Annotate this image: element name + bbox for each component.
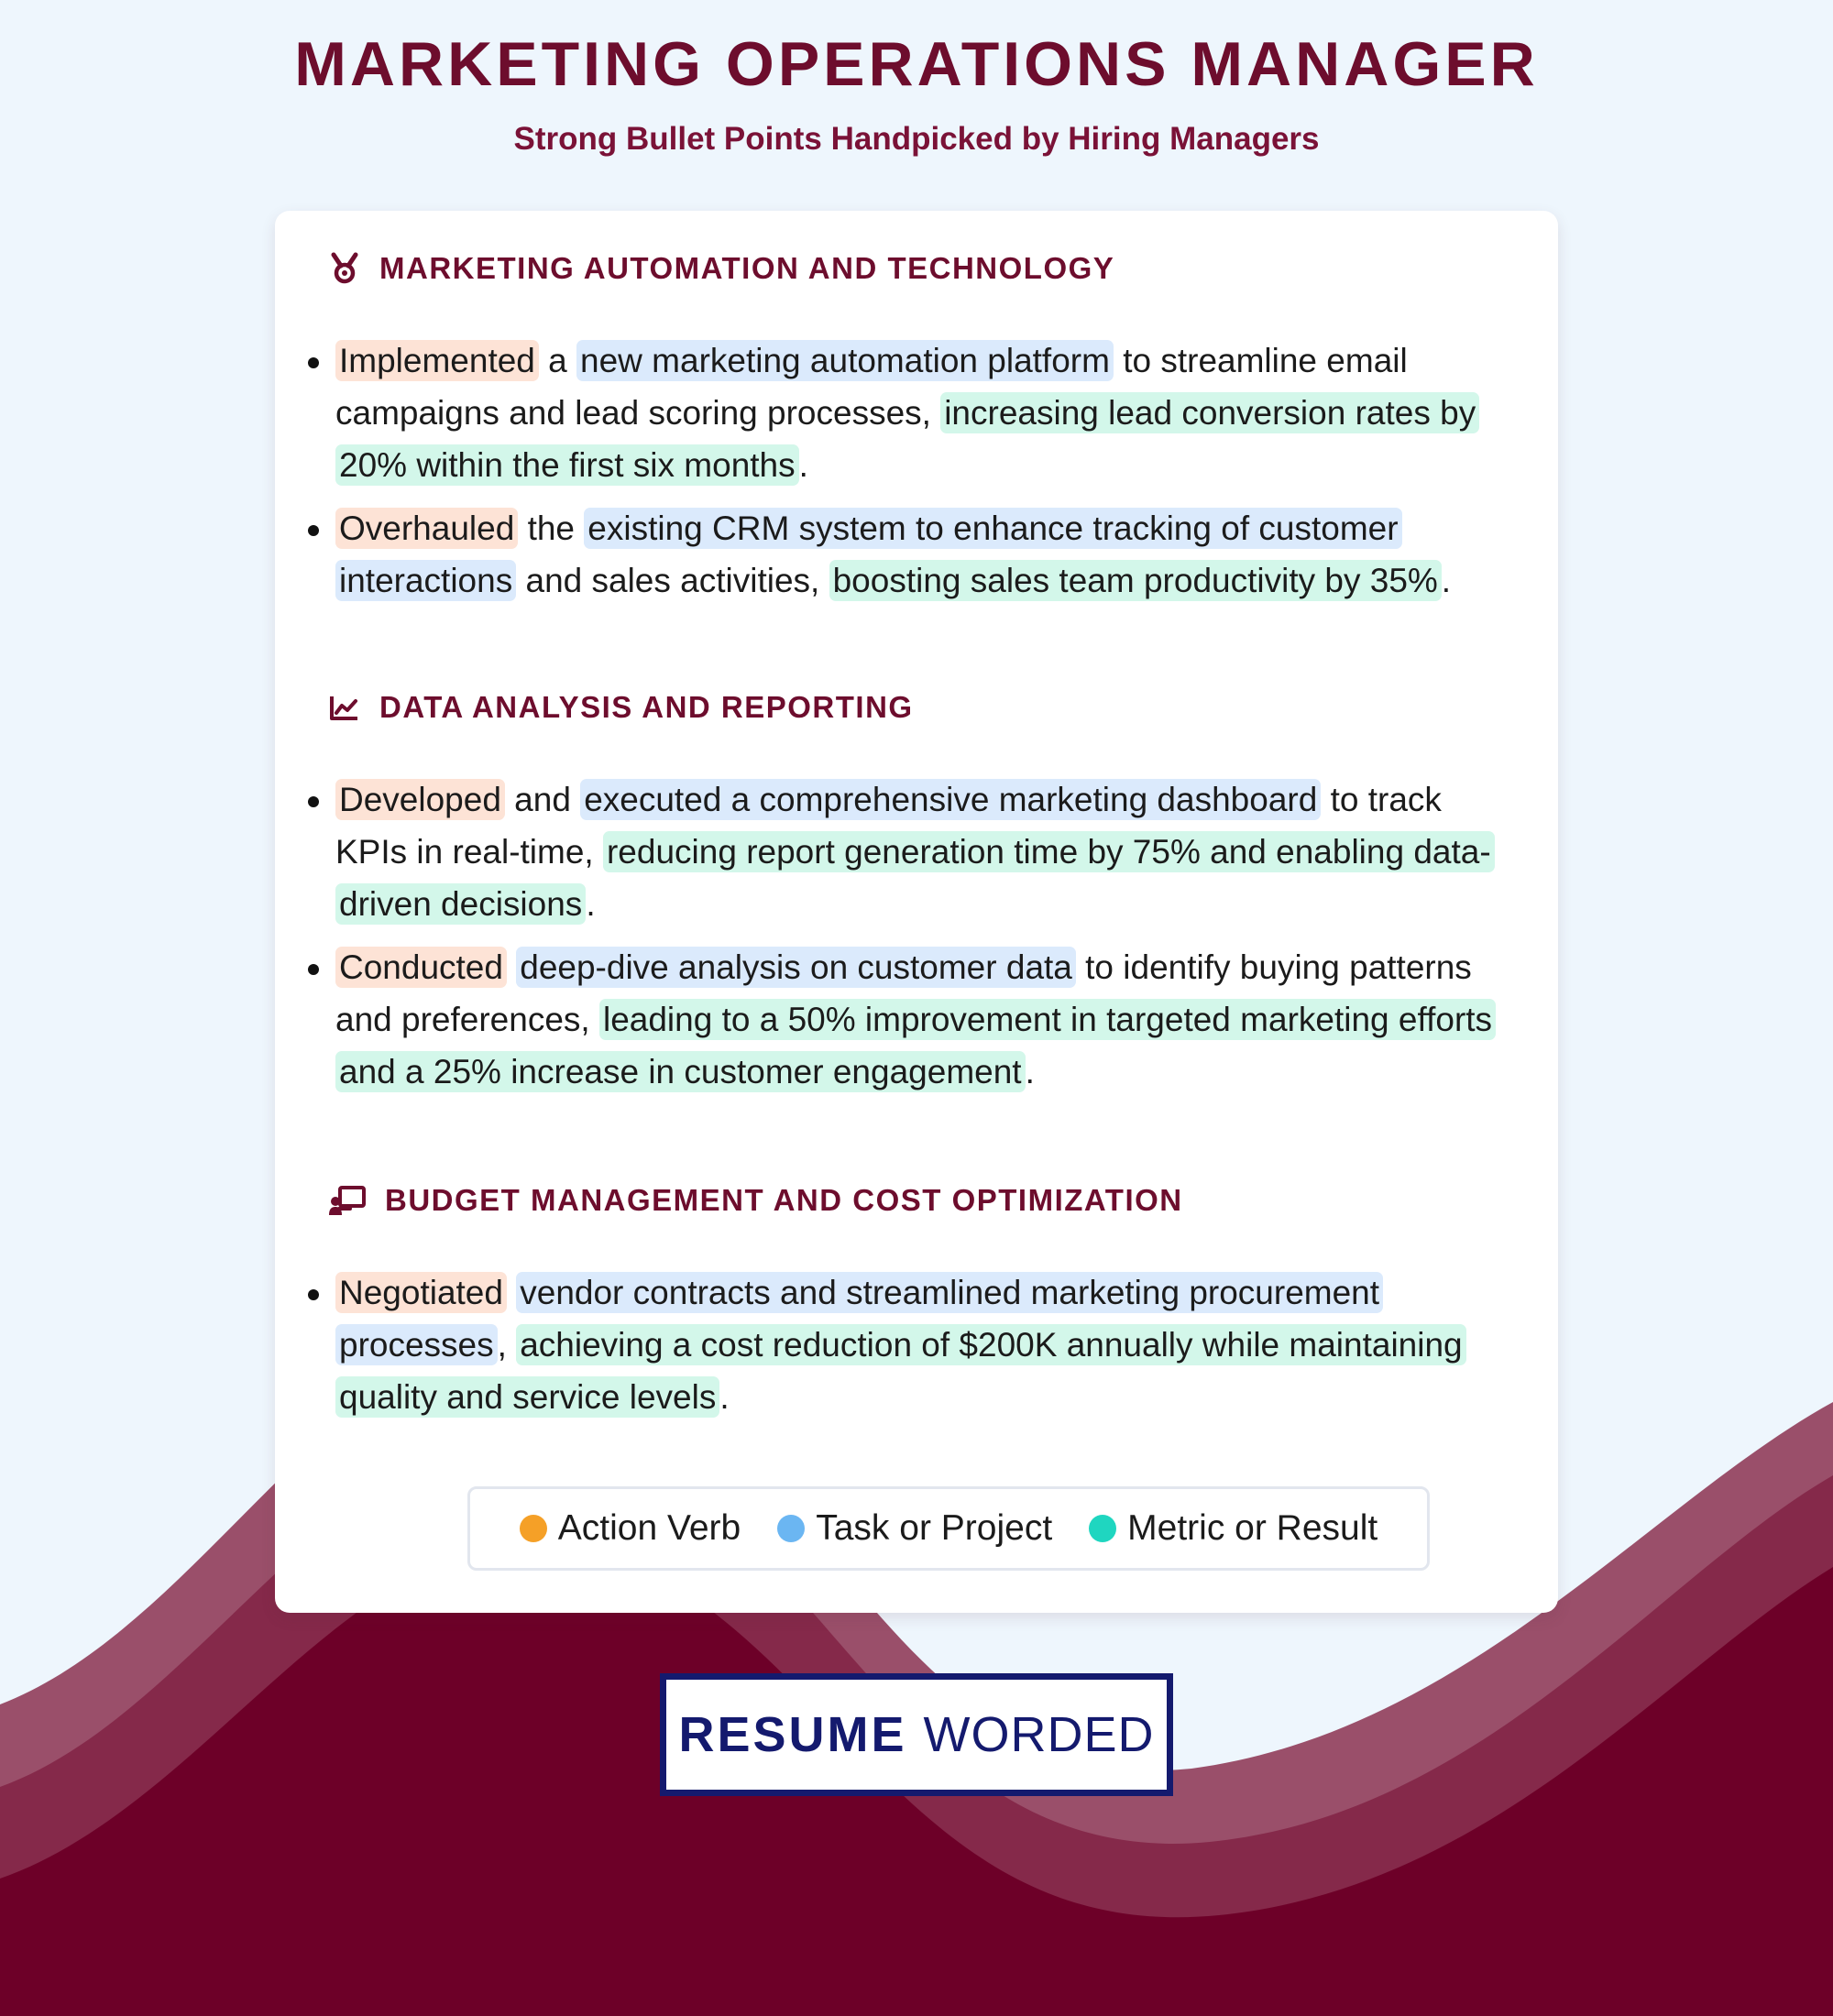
section-title: DATA ANALYSIS AND REPORTING bbox=[379, 690, 914, 724]
metric-phrase: boosting sales team productivity by 35% bbox=[829, 560, 1442, 601]
plain-text: . bbox=[586, 885, 596, 923]
legend-item-action-verb bbox=[520, 1508, 741, 1549]
legend-dot bbox=[520, 1515, 547, 1542]
plain-text: to streamline email campaigns and lead scoring processes, bbox=[335, 342, 1408, 432]
legend-dot bbox=[777, 1515, 805, 1542]
task-phrase: new marketing automation platform bbox=[576, 340, 1114, 381]
task-phrase: executed a comprehensive marketing dashboard bbox=[580, 779, 1321, 820]
bullet-item bbox=[335, 502, 1518, 607]
plain-text: a bbox=[538, 342, 577, 379]
task-phrase: deep-dive analysis on customer data bbox=[516, 947, 1076, 988]
logo-text-bold: RESUME bbox=[678, 1707, 907, 1762]
plain-text: and bbox=[504, 781, 581, 818]
section-title: BUDGET MANAGEMENT AND COST OPTIMIZATION bbox=[385, 1183, 1183, 1217]
task-phrase: existing CRM system to enhance tracking of customer interactions bbox=[335, 508, 1402, 601]
logo-text-light: WORDED bbox=[923, 1707, 1155, 1762]
legend-label: Task or Project bbox=[816, 1508, 1053, 1548]
plain-text: and sales activities, bbox=[516, 562, 829, 599]
bullet-item bbox=[335, 334, 1518, 491]
bullet-list bbox=[275, 773, 1558, 1098]
legend-item-task bbox=[777, 1508, 1052, 1549]
metric-phrase: achieving a cost reduction of $200K annually while maintaining quality and service levels bbox=[335, 1324, 1466, 1418]
resume-worded-logo[interactable] bbox=[660, 1673, 1173, 1796]
bullet-item bbox=[335, 1266, 1518, 1423]
metric-phrase: leading to a 50% improvement in targeted marketing efforts and a 25% increase in customer engagement bbox=[335, 999, 1496, 1092]
page-header bbox=[0, 27, 1833, 159]
bullet-item bbox=[335, 941, 1518, 1098]
plain-text: to identify buying patterns and preferences, bbox=[335, 948, 1472, 1038]
legend-label: Metric or Result bbox=[1127, 1508, 1378, 1548]
bullet-points-card bbox=[275, 211, 1558, 1613]
plain-text: , bbox=[497, 1326, 517, 1364]
legend-label: Action Verb bbox=[557, 1508, 741, 1548]
plain-text: . bbox=[798, 446, 808, 484]
bullet-item bbox=[335, 773, 1518, 930]
page-subtitle: Strong Bullet Points Handpicked by Hiring Managers bbox=[513, 121, 1320, 157]
section-title: MARKETING AUTOMATION AND TECHNOLOGY bbox=[379, 251, 1115, 285]
section-heading bbox=[328, 250, 1558, 287]
action-verb: Developed bbox=[335, 779, 505, 820]
task-phrase: vendor contracts and streamlined marketing procurement processes bbox=[335, 1272, 1383, 1365]
legend-dot bbox=[1089, 1515, 1116, 1542]
plain-text: the bbox=[518, 509, 585, 547]
section-budget-management bbox=[275, 1182, 1558, 1434]
bullet-list bbox=[275, 334, 1558, 607]
medal-icon bbox=[328, 252, 361, 285]
plain-text bbox=[507, 948, 516, 986]
bullet-list bbox=[275, 1266, 1558, 1423]
plain-text: to track KPIs in real-time, bbox=[335, 781, 1442, 871]
section-heading bbox=[328, 1182, 1558, 1219]
plain-text: . bbox=[1441, 562, 1452, 599]
section-heading bbox=[328, 689, 1558, 726]
action-verb: Implemented bbox=[335, 340, 539, 381]
line-chart-icon bbox=[328, 691, 361, 724]
presentation-icon bbox=[328, 1184, 367, 1217]
legend-item-metric bbox=[1089, 1508, 1377, 1549]
action-verb: Overhauled bbox=[335, 508, 518, 549]
plain-text bbox=[507, 1274, 516, 1311]
section-marketing-automation bbox=[275, 250, 1558, 618]
metric-phrase: increasing lead conversion rates by 20% within the first six months bbox=[335, 392, 1479, 486]
action-verb: Conducted bbox=[335, 947, 507, 988]
metric-phrase: reducing report generation time by 75% and enabling data-driven decisions bbox=[335, 831, 1495, 925]
plain-text: . bbox=[1025, 1053, 1035, 1090]
action-verb: Negotiated bbox=[335, 1272, 507, 1313]
plain-text: . bbox=[719, 1378, 730, 1416]
highlight-legend bbox=[467, 1486, 1430, 1571]
section-data-analysis bbox=[275, 689, 1558, 1109]
page-title: MARKETING OPERATIONS MANAGER bbox=[294, 29, 1539, 99]
